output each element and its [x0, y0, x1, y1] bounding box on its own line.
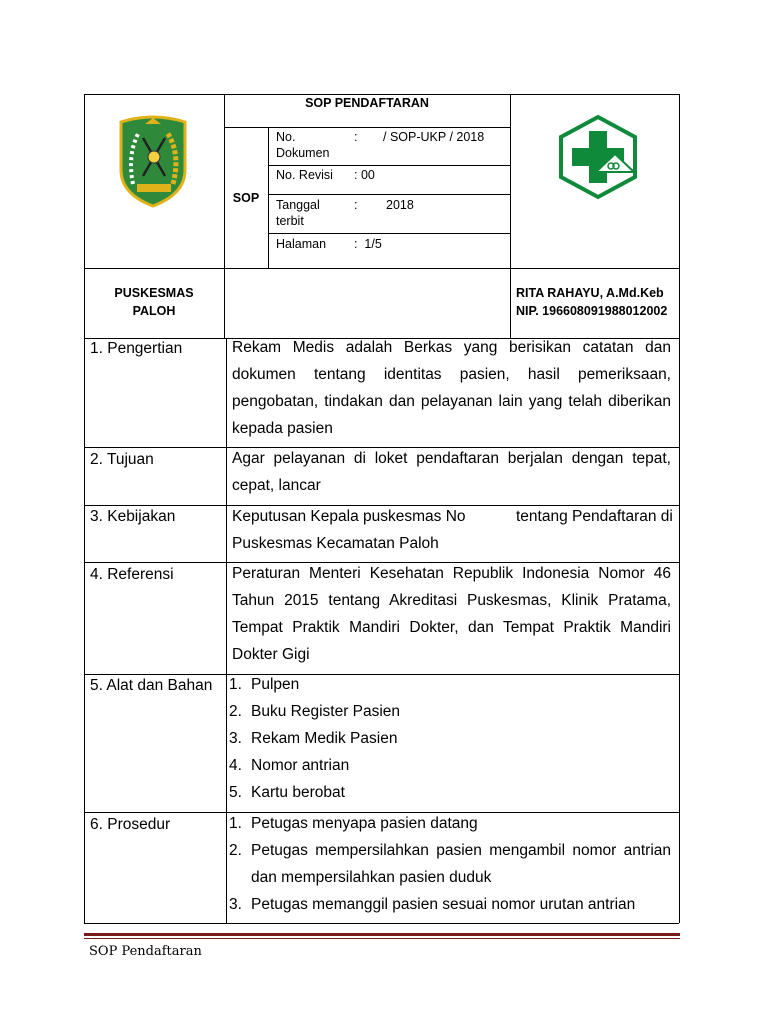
footer-text: SOP Pendaftaran — [89, 944, 202, 959]
prosedur-item-number: 3. — [229, 896, 242, 913]
list-item — [229, 752, 671, 779]
footer-rule-thin — [84, 938, 680, 939]
label-tujuan: 2. Tujuan — [90, 451, 154, 468]
meta-sep-tanggal-terbit: : — [354, 198, 358, 212]
meta-label-no-revisi: No. Revisi — [276, 168, 333, 182]
label-kebijakan: 3. Kebijakan — [90, 508, 176, 525]
list-item-text: Rekam Medik Pasien — [251, 730, 398, 747]
prosedur-item-number: 1. — [229, 815, 242, 832]
label-prosedur: 6. Prosedur — [90, 816, 171, 833]
sop-label: SOP — [232, 191, 260, 205]
puskesmas-logo — [557, 114, 639, 200]
meta-label-no-dokumen: No. Dokumen — [276, 130, 330, 160]
list-item — [229, 779, 671, 806]
text-kebijakan-c: Puskesmas Kecamatan Paloh — [232, 535, 439, 552]
meta-value-no-revisi: : 00 — [354, 168, 375, 182]
meta-label-tanggal-terbit: Tanggal terbit — [276, 198, 320, 228]
list-item-number: 2. — [229, 703, 242, 720]
list-item-text: Pulpen — [251, 676, 300, 693]
meta-value-no-dokumen: / SOP-UKP / 2018 — [383, 130, 485, 144]
meta-value-tanggal-terbit: 2018 — [386, 198, 414, 212]
text-tujuan: Agar pelayanan di loket pendaftaran berjalan dengan tepat, cepat, lancar — [232, 450, 671, 494]
list-item — [229, 725, 671, 752]
list-item-text: Buku Register Pasien — [251, 703, 401, 720]
prosedur-item-text: Petugas menyapa pasien datang — [251, 815, 478, 832]
text-referensi: Peraturan Menteri Kesehatan Republik Indonesia Nomor 46 Tahun 2015 tentang Akreditasi Puskesmas, Klinik Pratama, Tempat Praktik Mandiri Dokter, dan Tempat Praktik Mandiri Dokter Gigi — [232, 565, 671, 663]
list-item — [229, 671, 671, 698]
meta-sep-no-dokumen: : — [354, 130, 358, 144]
label-alat-dan-bahan: 5. Alat dan Bahan — [90, 677, 213, 694]
list-item — [229, 698, 671, 725]
meta-label-halaman: Halaman — [276, 237, 327, 251]
prosedur-item-text: Petugas mempersilahkan pasien mengambil nomor antrian dan mempersilahkan pasien duduk — [251, 842, 671, 886]
list-item-number: 1. — [229, 676, 242, 693]
list-item-number: 4. — [229, 757, 242, 774]
meta-value-halaman: : 1/5 — [354, 237, 382, 251]
list-item-text: Nomor antrian — [251, 757, 350, 774]
label-pengertian: 1. Pengertian — [90, 340, 183, 357]
text-kebijakan-a: Keputusan Kepala puskesmas No — [232, 508, 466, 525]
list-item-number: 3. — [229, 730, 242, 747]
signer-nip: NIP. 196608091988012002 — [516, 304, 668, 318]
list-item-text: Kartu berobat — [251, 784, 345, 801]
list-alat-dan-bahan — [229, 671, 671, 806]
text-pengertian: Rekam Medis adalah Berkas yang berisikan catatan dan dokumen tentang identitas pasien, hasil pemeriksaan, pengobatan, tindakan dan pelayanan lain yang telah diberikan kepada pasien — [232, 339, 671, 437]
org-name: PUSKESMAS PALOH — [114, 286, 194, 318]
prosedur-item-text: Petugas memanggil pasien sesuai nomor urutan antrian — [251, 896, 636, 913]
signer-name: RITA RAHAYU, A.Md.Keb — [516, 286, 664, 300]
label-referensi: 4. Referensi — [90, 566, 174, 583]
list-item-number: 5. — [229, 784, 242, 801]
prosedur-item-number: 2. — [229, 842, 242, 859]
text-kebijakan-b: tentang Pendaftaran di — [516, 508, 673, 525]
regional-crest-logo — [115, 114, 191, 208]
footer-rule-thick — [84, 933, 680, 936]
document-title: SOP PENDAFTARAN — [305, 96, 429, 110]
